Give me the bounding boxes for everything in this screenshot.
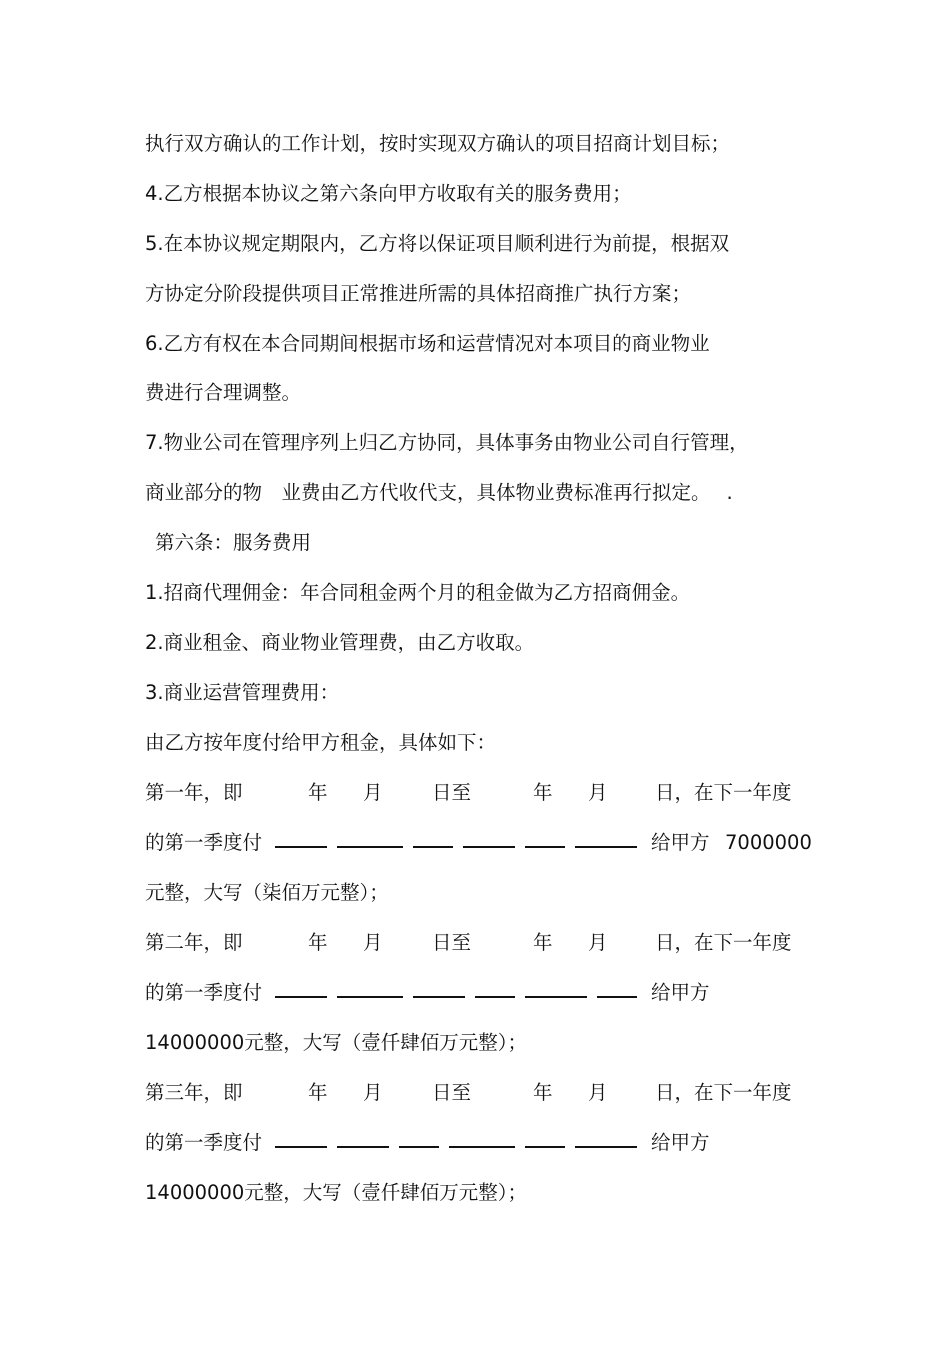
day-to-label: 日至 xyxy=(432,931,472,954)
blank-underline[interactable] xyxy=(337,846,403,848)
month-label: 月 xyxy=(588,931,608,954)
payment-to-party: 给甲方 xyxy=(651,981,710,1004)
day-to-label: 日至 xyxy=(432,781,472,804)
year-label: 年 xyxy=(533,1081,553,1104)
blank-underline[interactable] xyxy=(275,1146,327,1148)
article-item: 1.招商代理佣金：年合同租金两个月的租金做为乙方招商佣金。 xyxy=(145,581,691,604)
blank-underline[interactable] xyxy=(449,1146,515,1148)
payment-row-year3 xyxy=(145,1128,825,1158)
article-item: 2.商业租金、商业物业管理费，由乙方收取。 xyxy=(145,631,535,654)
paragraph-line: 7.物业公司在管理序列上归乙方协同，具体事务由物业公司自行管理， xyxy=(145,431,749,454)
payment-amount: 7000000 xyxy=(725,831,812,854)
blank-underline[interactable] xyxy=(475,996,515,998)
date-row-year3 xyxy=(145,1078,825,1108)
day-to-label: 日至 xyxy=(432,1081,472,1104)
date-row-label: 第三年，即 xyxy=(145,1081,243,1104)
year-label: 年 xyxy=(308,931,328,954)
paragraph-line: 6.乙方有权在本合同期间根据市场和运营情况对本项目的商业物业 xyxy=(145,332,710,355)
paragraph-line: 商业部分的物 业费由乙方代收代支，具体物业费标准再行拟定。 . xyxy=(145,481,733,504)
blank-underline[interactable] xyxy=(413,846,453,848)
date-row-label: 第一年，即 xyxy=(145,781,243,804)
blank-underline[interactable] xyxy=(575,846,637,848)
article-heading: 第六条：服务费用 xyxy=(155,531,312,554)
day-end-label: 日，在下一年度 xyxy=(655,781,792,804)
blank-underline[interactable] xyxy=(463,846,515,848)
article-item: 3.商业运营管理费用： xyxy=(145,681,340,704)
payment-words-year2: 14000000元整，大写（壹仟肆佰万元整）； xyxy=(145,1031,528,1054)
blank-underline[interactable] xyxy=(575,1146,637,1148)
paragraph-line: 执行双方确认的工作计划，按时实现双方确认的项目招商计划目标； xyxy=(145,132,731,155)
blank-underline[interactable] xyxy=(525,846,565,848)
month-label: 月 xyxy=(363,931,383,954)
blank-underline[interactable] xyxy=(525,996,587,998)
blank-underline[interactable] xyxy=(525,1146,565,1148)
payment-prefix: 的第一季度付 xyxy=(145,1131,263,1154)
payment-prefix: 的第一季度付 xyxy=(145,831,263,854)
blank-underline[interactable] xyxy=(413,996,465,998)
blank-underline[interactable] xyxy=(275,996,327,998)
month-label: 月 xyxy=(363,781,383,804)
year-label: 年 xyxy=(308,781,328,804)
blank-underline[interactable] xyxy=(337,1146,389,1148)
paragraph-line: 4.乙方根据本协议之第六条向甲方收取有关的服务费用； xyxy=(145,182,632,205)
day-end-label: 日，在下一年度 xyxy=(655,1081,792,1104)
payment-words-year3: 14000000元整，大写（壹仟肆佰万元整）； xyxy=(145,1181,528,1204)
blank-underline[interactable] xyxy=(597,996,637,998)
blank-underline[interactable] xyxy=(337,996,403,998)
date-row-year2 xyxy=(145,928,825,958)
year-label: 年 xyxy=(533,781,553,804)
blank-underline[interactable] xyxy=(399,1146,439,1148)
date-row-year1 xyxy=(145,778,825,808)
paragraph-line: 费进行合理调整。 xyxy=(145,381,302,404)
month-label: 月 xyxy=(588,781,608,804)
payment-words-year1: 元整，大写（柒佰万元整）； xyxy=(145,881,389,904)
paragraph-line: 方协定分阶段提供项目正常推进所需的具体招商推广执行方案； xyxy=(145,282,692,305)
day-end-label: 日，在下一年度 xyxy=(655,931,792,954)
month-label: 月 xyxy=(588,1081,608,1104)
payment-row-year2 xyxy=(145,978,825,1008)
payment-to-party: 给甲方 xyxy=(651,1131,710,1154)
date-row-label: 第二年，即 xyxy=(145,931,243,954)
payment-row-year1 xyxy=(145,828,825,858)
year-label: 年 xyxy=(533,931,553,954)
year-label: 年 xyxy=(308,1081,328,1104)
blank-underline[interactable] xyxy=(275,846,327,848)
paragraph-line: 5.在本协议规定期限内，乙方将以保证项目顺利进行为前提，根据双 xyxy=(145,232,730,255)
payment-prefix: 的第一季度付 xyxy=(145,981,263,1004)
payment-to-party: 给甲方 xyxy=(651,831,710,854)
article-item: 由乙方按年度付给甲方租金，具体如下： xyxy=(145,731,497,754)
month-label: 月 xyxy=(363,1081,383,1104)
